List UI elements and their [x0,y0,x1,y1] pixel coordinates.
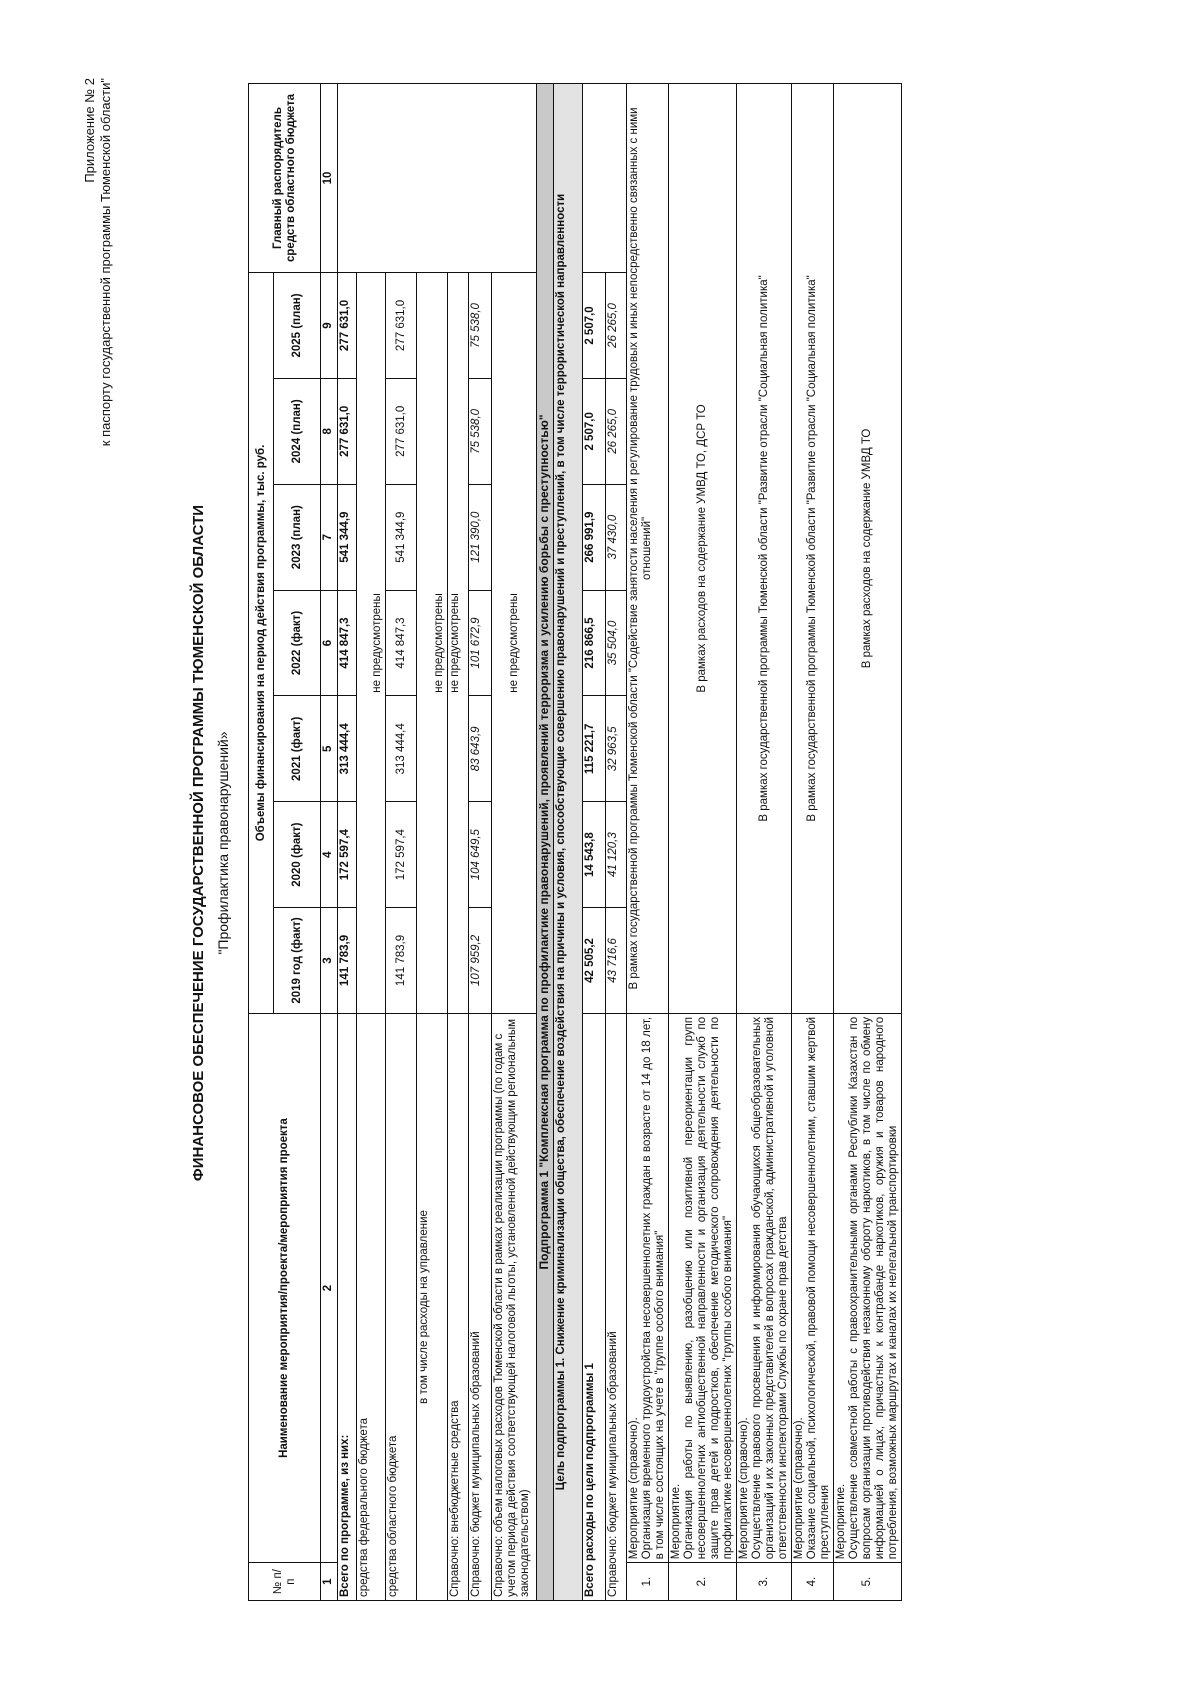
value-cell: 26 265,0 [606,273,627,379]
financing-table [248,83,902,1601]
municipal-row [469,84,492,1601]
measure-row [669,84,737,1601]
value-cell: 83 643,9 [469,696,492,802]
measure-description: Оказание социальной, психологической, правовой помощи несовершеннолетним, ставшим жертвой преступления [806,1016,831,1560]
row-label: Справочно: внебюджетные средства [448,1013,469,1600]
value-cell: 37 430,0 [606,484,627,590]
col-num: 6 [321,590,338,696]
value-cell: 42 505,2 [583,908,606,1014]
measure-text [627,1013,669,1562]
value-cell: 277 631,0 [338,378,357,484]
subprogram-row [537,84,554,1601]
manager-cell [338,84,537,273]
header-row-1 [249,84,274,1601]
value-cell: 107 959,2 [469,908,492,1014]
value-cell: 32 963,5 [606,696,627,802]
measure-note: В рамках расходов на содержание УМВД ТО, ДСР ТО [669,84,737,1014]
header-2020: 2020 (факт) [274,802,321,908]
annex-line-2: к паспорту государственной программы Тюменской области" [98,78,113,447]
header-2023: 2023 (план) [274,484,321,590]
measure-label: Мероприятие (справочно). [738,1417,750,1560]
row-note: не предусмотрены [448,273,469,1014]
measure-num: 5. [834,1563,902,1601]
extrabudget-row [448,84,469,1601]
value-cell: 121 390,0 [469,484,492,590]
value-cell: 277 631,0 [338,273,357,379]
measure-description: Осуществление правового просвещения и информирования обучающихся общеобразовательных организаций и их законных представителей в вопросах гражданской, административной и уголовной ответственности инспекторами Службы по охране прав детства [751,1016,789,1560]
measure-label: Мероприятие. [670,1483,682,1560]
value-cell: 266 991,9 [583,484,606,590]
measure-description: Организация временного трудоустройства несовершеннолетних граждан в возрасте от 14 до 18 лет, в том числе состоящих на учете в "группе особого внимания" [641,1016,666,1560]
measure-row [792,84,834,1601]
value-cell: 541 344,9 [386,484,417,590]
measure-text [834,1013,902,1562]
header-volumes: Объемы финансирования на период действия программы, тыс. руб. [249,273,274,1014]
column-numbers-row [321,84,338,1601]
manager-cell [583,84,627,273]
goal-municipal-row [606,84,627,1601]
value-cell: 26 265,0 [606,378,627,484]
value-cell: 2 507,0 [583,273,606,379]
row-note: не предусмотрены [417,273,448,1014]
value-cell: 115 221,7 [583,696,606,802]
value-cell: 172 597,4 [338,802,357,908]
annex-note [82,78,114,446]
row-note: не предусмотрены [357,273,386,1014]
goal-row [554,84,583,1601]
value-cell: 277 631,0 [386,378,417,484]
measure-num: 4. [792,1563,834,1601]
measure-description: Осуществление совместной работы с правоохранительными органами Республики Казахстан по вопросам организации противодействия незаконному обороту наркотиков, в том числе по обмену информацией о лицах, причастных к контрабанде наркотиков, оружия и товаров народного потребления, возможных маршрутах и каналах их нелегальной транспортировки [848,1016,899,1560]
measure-row [834,84,902,1601]
value-cell: 277 631,0 [386,273,417,379]
value-cell: 101 672,9 [469,590,492,696]
annex-line-1: Приложение № 2 [82,78,97,183]
measure-text [669,1013,737,1562]
value-cell: 313 444,4 [338,696,357,802]
measure-note: В рамках государственной программы Тюменской области "Развитие отрасли "Социальная политика" [792,84,834,1014]
col-num: 7 [321,484,338,590]
col-num: 2 [321,1013,338,1562]
value-cell: 414 847,3 [338,590,357,696]
value-cell: 75 538,0 [469,273,492,379]
document-subtitle: "Профилактика правонарушений» [215,731,231,955]
document-title: ФИНАНСОВОЕ ОБЕСПЕЧЕНИЕ ГОСУДАРСТВЕННОЙ ПРОГРАММЫ ТЮМЕНСКОЙ ОБЛАСТИ [190,504,207,1182]
measure-num: 3. [737,1563,792,1601]
measure-note: В рамках государственной программы Тюменской области "Развитие отрасли "Социальная политика" [737,84,792,1014]
header-2021: 2021 (факт) [274,696,321,802]
col-num: 1 [321,1563,338,1601]
taxes-row [492,84,537,1601]
measure-label: Мероприятие (справочно). [628,1417,640,1560]
col-num: 10 [321,84,338,273]
row-note: не предусмотрены [492,273,537,1014]
col-num: 5 [321,696,338,802]
value-cell: 216 866,5 [583,590,606,696]
management-row [417,84,448,1601]
subprogram-title: Подпрограмма 1 "Комплексная программа по профилактике правонарушений, проявлений терроризма и усилению борьбы с преступностью" [537,84,554,1601]
federal-row [357,84,386,1601]
value-cell: 43 716,6 [606,908,627,1014]
row-label: Всего расходы по цели подпрограммы 1 [583,1013,606,1600]
value-cell: 313 444,4 [386,696,417,802]
row-label: Справочно: бюджет муниципальных образований [469,1013,492,1600]
value-cell: 35 504,0 [606,590,627,696]
goal-total-row [583,84,606,1601]
value-cell: 541 344,9 [338,484,357,590]
total-row [338,84,357,1601]
col-num: 3 [321,908,338,1014]
value-cell: 75 538,0 [469,378,492,484]
value-cell: 104 649,5 [469,802,492,908]
row-label: средства областного бюджета [386,1013,417,1600]
header-2025: 2025 (план) [274,273,321,379]
col-num: 9 [321,273,338,379]
goal-title: Цель подпрограммы 1. Снижение криминализации общества, обеспечение воздействия на причины и условия, способствующие совершению правонарушений и преступлений, в том числе террористической направленности [554,84,583,1601]
measure-num: 1. [627,1563,669,1601]
header-num: № п/п [249,1563,321,1601]
row-label: Справочно: объем налоговых расходов Тюменской области в рамках реализации программы (по годам с учетом периода действия соответствующей налоговой льготы, установленной действующим региональным законодательством) [492,1013,537,1600]
row-label: в том числе расходы на управление [417,1013,448,1600]
measure-text [737,1013,792,1562]
row-label: средства федерального бюджета [357,1013,386,1600]
measure-description: Организация работы по выявлению, разобщению или позитивной переориентации групп несовершеннолетних антиобщественной направленности и организация деятельности служб по защите прав детей и подростков, обеспечение методического сопровождения деятельности по профилактике несовершеннолетних "группы особого внимания" [683,1016,734,1560]
value-cell: 172 597,4 [386,802,417,908]
header-2022: 2022 (факт) [274,590,321,696]
header-name: Наименование мероприятия/проекта/мероприятия проекта [249,1013,321,1562]
measure-note: В рамках государственной программы Тюменской области "Содействие занятости населения и регулирование трудовых и иных непосредственно связанных с ними отношений" [627,84,669,1014]
value-cell: 2 507,0 [583,378,606,484]
regional-row [386,84,417,1601]
row-label: Всего по программе, из них: [338,1013,357,1600]
row-label: Справочно: бюджет муниципальных образований [606,1013,627,1600]
value-cell: 141 783,9 [386,908,417,1014]
value-cell: 41 120,3 [606,802,627,908]
header-2024: 2024 (план) [274,378,321,484]
measure-label: Мероприятие (справочно). [793,1417,805,1560]
measure-row [737,84,792,1601]
header-manager: Главный распорядитель средств областного бюджета [249,84,321,273]
header-2019: 2019 год (факт) [274,908,321,1014]
measure-num: 2. [669,1563,737,1601]
value-cell: 414 847,3 [386,590,417,696]
value-cell: 141 783,9 [338,908,357,1014]
col-num: 4 [321,802,338,908]
measure-text [792,1013,834,1562]
measure-row [627,84,669,1601]
col-num: 8 [321,378,338,484]
measure-label: Мероприятие. [835,1483,847,1560]
value-cell: 14 543,8 [583,802,606,908]
measure-note: В рамках расходов на содержание УМВД ТО [834,84,902,1014]
